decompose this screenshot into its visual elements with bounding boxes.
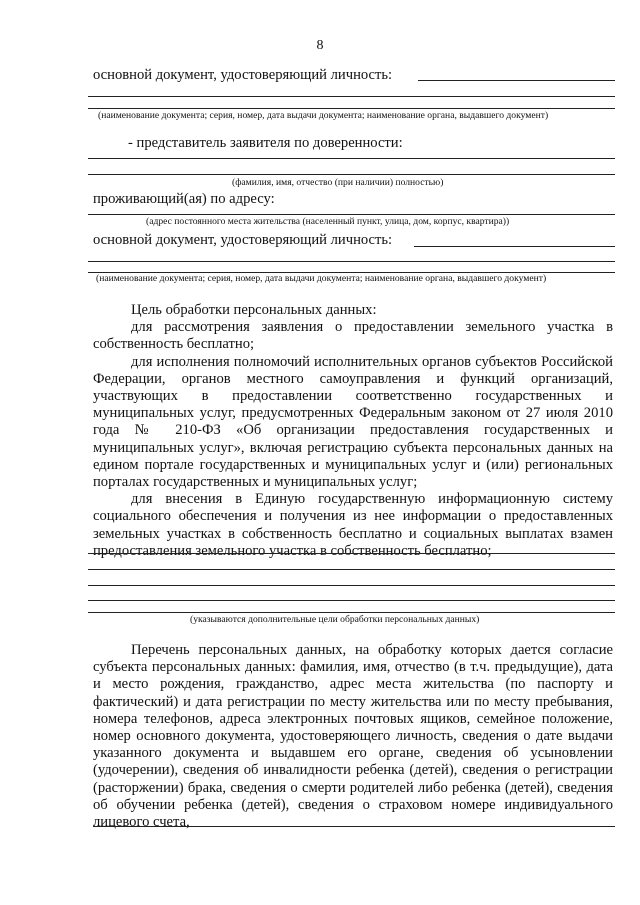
extra-purpose-caption: (указываются дополнительные цели обработки персональных данных)	[190, 614, 480, 625]
purpose-section	[93, 302, 613, 560]
identity-document-fill-line	[418, 80, 615, 81]
purpose-item-2: для исполнения полномочий исполнительных органов субъектов Российской Федерации, органов местного самоуправления и функций организаций, участвующих в предоставлении соответственно государственных и муниципальных услуг, предусмотренных Федеральным законом от 27 июля 2010 года № 210-ФЗ «Об организации предоставления государственных и муниципальных услуг», включая регистрацию субъекта персональных данных на едином портале государственных и муниципальных услуг и (или) региональных порталах государственных и муниципальных услуг;	[93, 353, 613, 491]
purpose-item-3: для внесения в Единую государственную информационную систему социального обеспечения и получения из нее информации о предоставленных земельных участках в собственность бесплатно и социальных выплатах взамен предоставления земельного участка в собственность бесплатно;	[93, 491, 613, 559]
identity-document-fill-line-3	[88, 108, 615, 109]
identity-document-2-fill-line	[414, 246, 615, 247]
extra-purpose-line-1	[88, 553, 615, 554]
representative-fill-line	[88, 158, 615, 159]
identity-document-label: основной документ, удостоверяющий личность:	[93, 67, 393, 83]
identity-document-caption: (наименование документа; серия, номер, дата выдачи документа; наименование органа, выдавшего документ)	[98, 110, 549, 121]
extra-purpose-line-3	[88, 585, 615, 586]
identity-document-2-caption: (наименование документа; серия, номер, дата выдачи документа; наименование органа, выдавшего документ)	[96, 273, 547, 284]
personal-data-list-text: Перечень персональных данных, на обработку которых дается согласие субъекта персональных данных: фамилия, имя, отчество (в т.ч. предыдущие), дата и место рождения, гражданство, адрес места жительства (по паспорту и фактический) и дата регистрации по месту жительства или по месту пребывания, номера телефонов, адреса электронных почтовых ящиков, семейное положение, номер основного документа, удостоверяющего личность, сведения о дате выдачи указанного документа и выдавшем его органе, сведения об усыновлении (удочерении), сведения об инвалидности ребенка (детей), сведения о регистрации (расторжении) брака, сведения о смерти родителей либо ребенка (детей), сведения об обучении ребенка (детей), сведения о страховом номере индивидуального лицевого счета,	[93, 642, 613, 831]
residence-fill-line	[88, 214, 615, 215]
identity-document-2-label: основной документ, удостоверяющий личность:	[93, 232, 393, 248]
residence-caption: (адрес постоянного места жительства (населенный пункт, улица, дом, корпус, квартира))	[146, 216, 510, 227]
identity-document-2-fill-line-2	[88, 261, 615, 262]
extra-purpose-line-2	[88, 569, 615, 570]
personal-data-fill-line	[93, 826, 615, 827]
representative-label: - представитель заявителя по доверенности:	[128, 135, 403, 151]
extra-purpose-line-4	[88, 600, 615, 601]
representative-caption: (фамилия, имя, отчество (при наличии) полностью)	[232, 177, 444, 188]
identity-document-fill-line-2	[88, 96, 615, 97]
residence-label: проживающий(ая) по адресу:	[93, 191, 275, 207]
page-number: 8	[316, 38, 324, 53]
purpose-heading: Цель обработки персональных данных:	[131, 302, 377, 318]
personal-data-list	[93, 642, 613, 831]
extra-purpose-line-5	[88, 612, 615, 613]
purpose-item-1: для рассмотрения заявления о предоставлении земельного участка в собственность бесплатно;	[93, 319, 613, 353]
representative-fill-line-2	[88, 174, 615, 175]
